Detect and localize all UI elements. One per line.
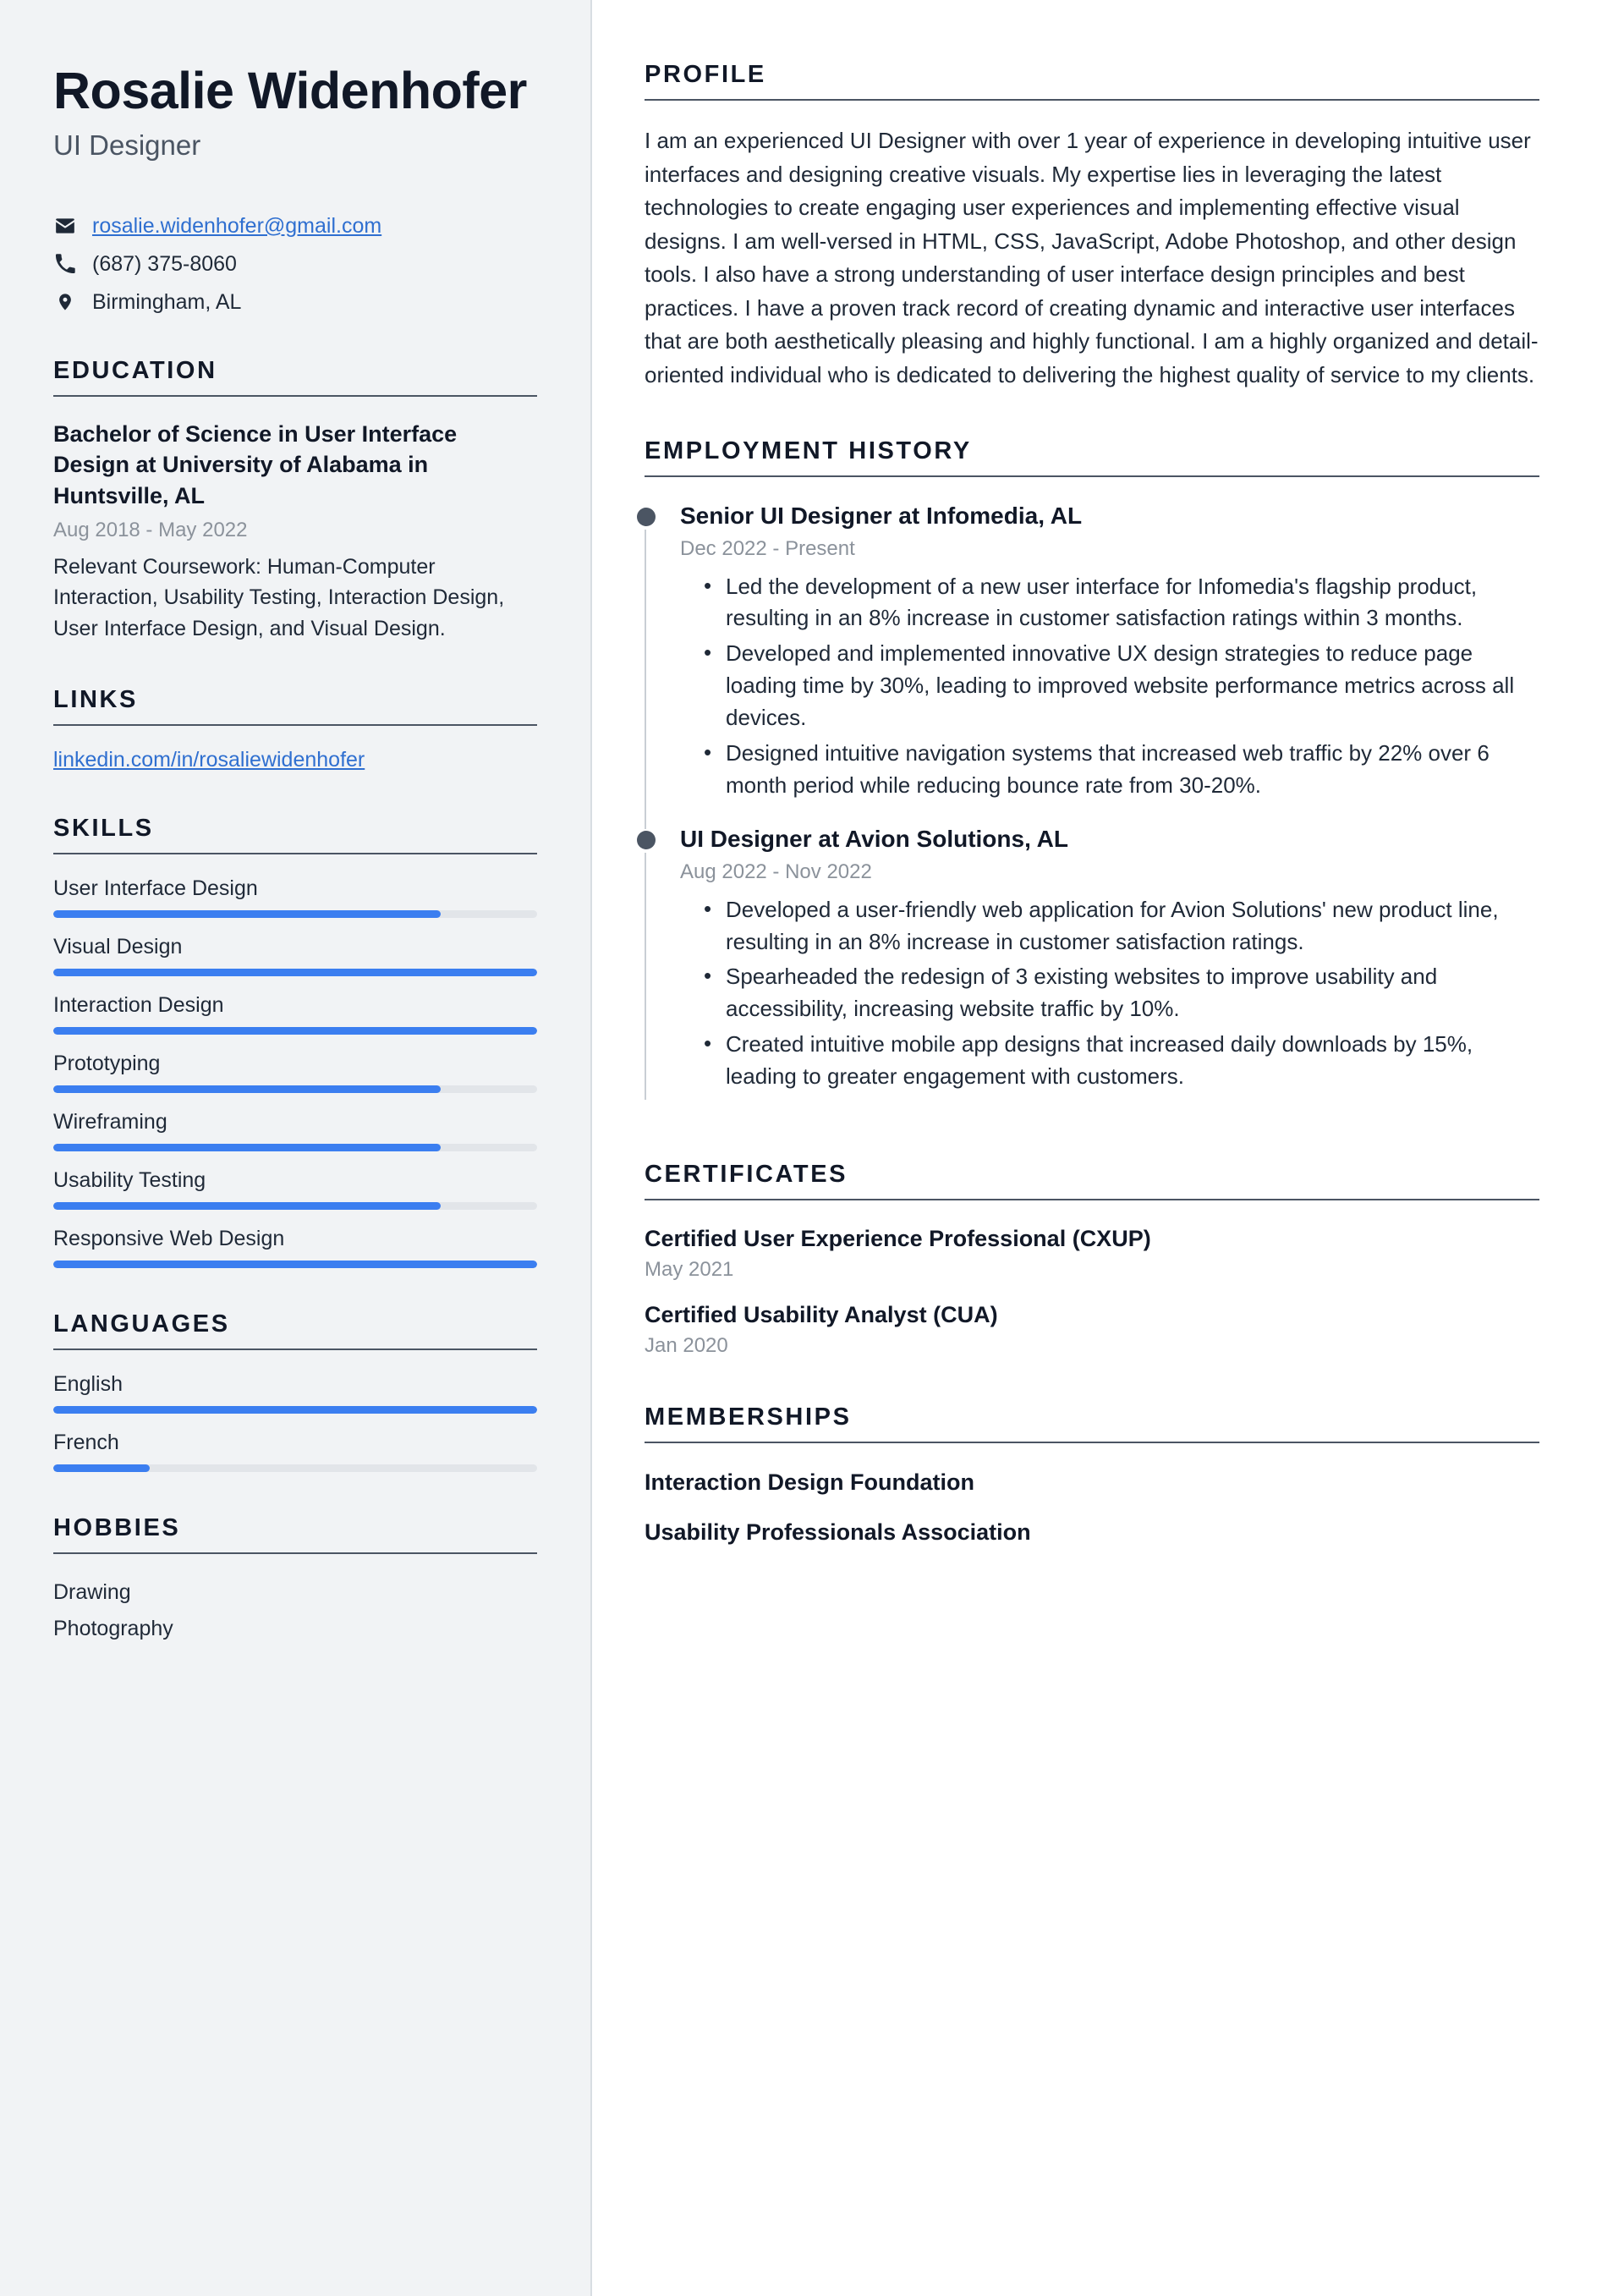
skill-item (53, 876, 537, 918)
skill-item (53, 935, 537, 976)
section-employment-title: EMPLOYMENT HISTORY (645, 437, 972, 465)
section-memberships (645, 1403, 1539, 1547)
skill-level-fill (53, 1202, 441, 1210)
divider (645, 1442, 1539, 1443)
location-text: Birmingham, AL (92, 289, 242, 314)
skill-label: User Interface Design (53, 876, 258, 901)
profile-text: I am an experienced UI Designer with over 1 year of experience in developing intuitive user interfaces and designing creative visuals. My expertise lies in leveraging the latest technologies to create engaging user experiences and implementing effective visual designs. I am well-versed in HTML, CSS, JavaScript, Adobe Photoshop, and other design tools. I also have a strong understanding of user interface design principles and best practices. I have a proven track record of creating dynamic and interactive user interfaces that are both aesthetically pleasing and highly functional. I am a highly organized and detail-oriented individual who is dedicated to delivering the highest quality of service to my clients. (645, 128, 1539, 387)
section-certificates-title: CERTIFICATES (645, 1161, 848, 1189)
employment-bullet: • Spearheaded the redesign of 3 existing websites to improve usability and accessibility, increasing website traffic by 10%. (726, 961, 1539, 1025)
language-level-fill (53, 1464, 150, 1472)
section-education-title: EDUCATION (53, 356, 217, 384)
skill-level-track (53, 910, 537, 918)
skill-label: Wireframing (53, 1110, 167, 1134)
employment-bullet-list (680, 571, 1539, 803)
phone-number: (687) 375-8060 (92, 251, 237, 276)
language-level-track (53, 1464, 537, 1472)
employment-entry (645, 501, 1539, 824)
skill-level-track (53, 1202, 537, 1210)
certificate-item (645, 1224, 1539, 1282)
section-hobbies-title: HOBBIES (53, 1514, 181, 1542)
section-profile-title: PROFILE (645, 61, 766, 88)
contact-block (53, 214, 537, 315)
skill-level-track (53, 1027, 537, 1035)
language-level-track (53, 1406, 537, 1414)
hobbies-list (53, 1576, 537, 1645)
divider (53, 1552, 537, 1554)
language-label: English (53, 1372, 123, 1397)
section-languages-title: LANGUAGES (53, 1310, 230, 1338)
envelope-icon (53, 215, 77, 237)
language-item (53, 1431, 537, 1472)
timeline-dot-icon (637, 508, 656, 526)
employment-dates: Dec 2022 - Present (680, 536, 855, 560)
timeline-dot-icon (637, 831, 656, 849)
employment-bullet: • Created intuitive mobile app designs that increased daily downloads by 15%, leading to greater engagement with customers. (726, 1029, 1539, 1093)
education-dates: Aug 2018 - May 2022 (53, 519, 248, 542)
section-links (53, 686, 537, 772)
phone-icon (53, 253, 77, 275)
skill-item (53, 1168, 537, 1210)
skill-level-fill (53, 1085, 441, 1093)
link-linkedin[interactable]: linkedin.com/in/rosaliewidenhofer (53, 748, 365, 772)
skill-level-fill (53, 1027, 537, 1035)
resume-sidebar (0, 0, 592, 2296)
membership-item: Usability Professionals Association (645, 1519, 1031, 1545)
skill-label: Responsive Web Design (53, 1227, 285, 1251)
section-links-title: LINKS (53, 686, 138, 714)
skill-level-fill (53, 1144, 441, 1151)
contact-row-location (53, 290, 537, 315)
certificate-date: May 2021 (645, 1258, 734, 1282)
membership-item: Interaction Design Foundation (645, 1469, 974, 1496)
skill-label: Interaction Design (53, 993, 224, 1018)
divider (645, 1199, 1539, 1200)
resume-main (592, 0, 1624, 2296)
divider (53, 1348, 537, 1350)
divider (645, 99, 1539, 101)
section-certificates (645, 1161, 1539, 1358)
skill-level-fill (53, 969, 537, 976)
employment-bullet: • Developed a user-friendly web application for Avion Solutions' new product line, resulting in an 8% increase in customer satisfaction ratings. (726, 894, 1539, 958)
divider (53, 853, 537, 854)
skill-item (53, 993, 537, 1035)
certificate-date: Jan 2020 (645, 1334, 728, 1358)
section-skills (53, 815, 537, 1268)
divider (53, 724, 537, 726)
skill-item (53, 1227, 537, 1268)
candidate-job-title: UI Designer (53, 129, 201, 161)
section-hobbies (53, 1514, 537, 1645)
skill-label: Usability Testing (53, 1168, 206, 1193)
page-title: Rosalie Widenhofer (53, 62, 527, 119)
employment-heading: Senior UI Designer at Infomedia, AL (680, 503, 1083, 530)
employment-entry (645, 824, 1539, 1115)
employment-bullet: • Led the development of a new user interface for Infomedia's flagship product, resulting in an 8% increase in customer satisfaction ratings within 3 months. (726, 571, 1539, 635)
hobby-item: Drawing (53, 1580, 131, 1605)
divider (645, 475, 1539, 477)
employment-heading: UI Designer at Avion Solutions, AL (680, 826, 1068, 853)
skill-level-track (53, 1144, 537, 1151)
certificates-list (645, 1224, 1539, 1358)
skill-item (53, 1052, 537, 1093)
divider (53, 395, 537, 397)
section-languages (53, 1310, 537, 1472)
skill-level-track (53, 1261, 537, 1268)
skill-level-track (53, 969, 537, 976)
contact-row-email[interactable] (53, 214, 537, 239)
contact-row-phone (53, 252, 537, 277)
employment-bullet: • Developed and implemented innovative UX design strategies to reduce page loading time by 30%, leading to improved website performance metrics across all devices. (726, 638, 1539, 734)
skill-label: Visual Design (53, 935, 183, 959)
section-profile (645, 61, 1539, 392)
employment-timeline (645, 501, 1539, 1115)
employment-bullet-list (680, 894, 1539, 1094)
education-degree: Bachelor of Science in User Interface Design at University of Alabama in Huntsville, AL (53, 420, 458, 508)
certificate-name: Certified User Experience Professional (CXUP) (645, 1226, 1151, 1252)
employment-dates: Aug 2022 - Nov 2022 (680, 860, 872, 883)
education-entry (53, 419, 537, 644)
skill-level-track (53, 1085, 537, 1093)
skill-label: Prototyping (53, 1052, 161, 1076)
employment-bullet: • Designed intuitive navigation systems that increased web traffic by 22% over 6 month period while reducing bounce rate from 30-20%. (726, 738, 1539, 802)
certificate-item (645, 1300, 1539, 1358)
map-pin-icon (53, 291, 77, 313)
skills-list (53, 876, 537, 1268)
hobby-item: Photography (53, 1616, 173, 1640)
language-item (53, 1372, 537, 1414)
language-level-fill (53, 1406, 537, 1414)
memberships-list (645, 1467, 1539, 1547)
languages-list (53, 1372, 537, 1472)
skill-level-fill (53, 910, 441, 918)
section-memberships-title: MEMBERSHIPS (645, 1403, 852, 1431)
education-description: Relevant Coursework: Human-Computer Interaction, Usability Testing, Interaction Design, User Interface Design, and Visual Design. (53, 554, 505, 640)
section-education (53, 357, 537, 644)
language-label: French (53, 1431, 119, 1455)
email-link[interactable]: rosalie.widenhofer@gmail.com (92, 213, 382, 238)
section-skills-title: SKILLS (53, 815, 154, 843)
certificate-name: Certified Usability Analyst (CUA) (645, 1302, 998, 1328)
skill-level-fill (53, 1261, 537, 1268)
section-employment (645, 437, 1539, 1115)
skill-item (53, 1110, 537, 1151)
